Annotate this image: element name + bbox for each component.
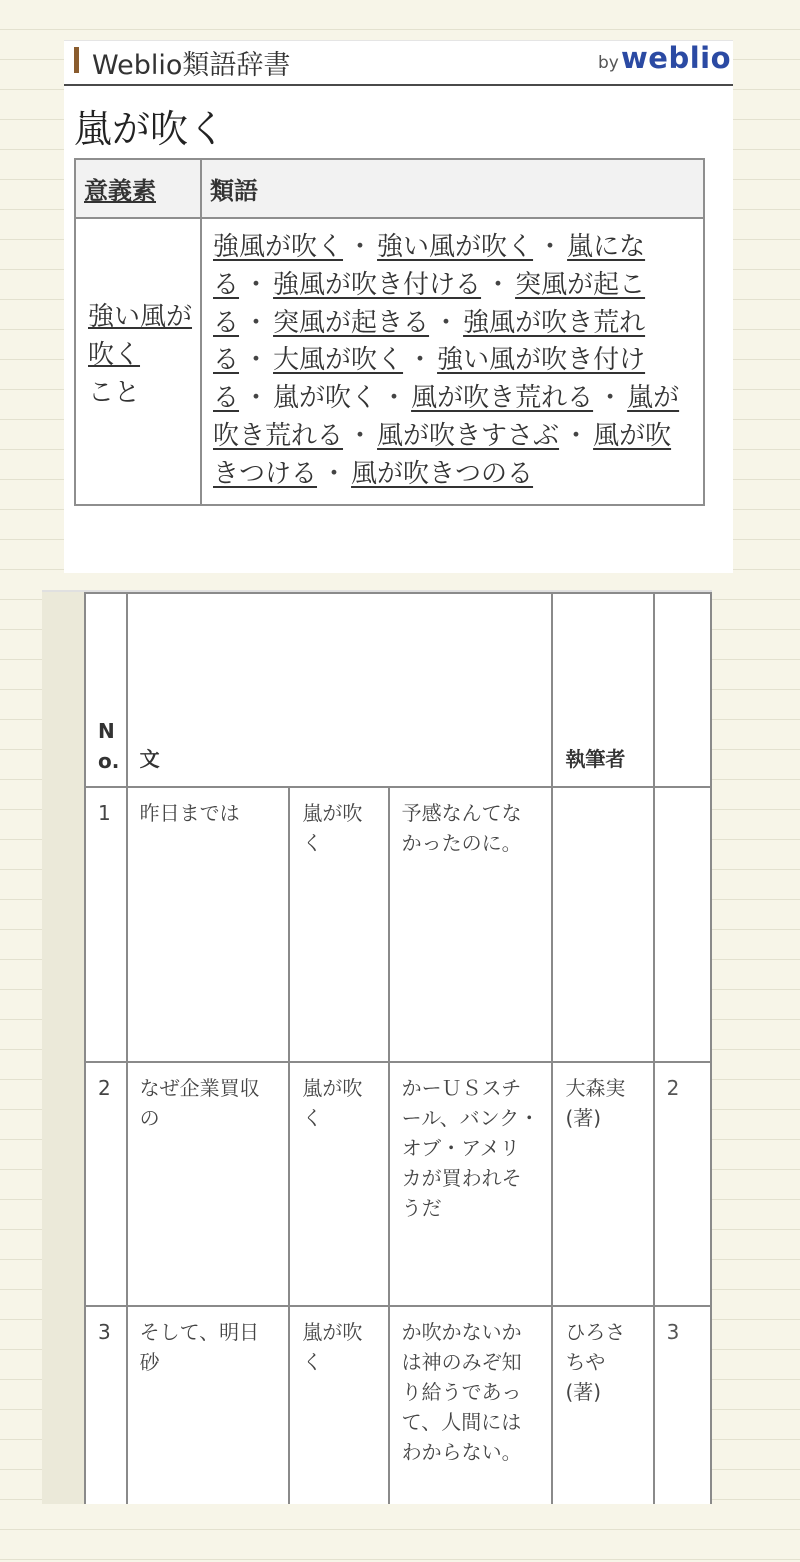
separator: ・ [597,383,624,414]
example-table [84,592,712,1504]
sentence-keyword: 嵐が吹く [289,1306,388,1504]
synonym-link[interactable]: 強い風が吹く [377,232,534,262]
sentence-keyword: 嵐が吹く [289,1062,388,1306]
header-extra [654,593,711,787]
sentence-before: なぜ企業買収の [127,1062,290,1306]
header-meaning[interactable] [75,159,201,218]
synonym-card [64,40,733,573]
sentence-after: か吹かないかは神のみぞ知り給うであって、人間にはわからない。 [389,1306,553,1504]
row-extra [654,787,711,1062]
table-row [85,1306,711,1504]
separator: ・ [243,345,270,376]
header-author: 執筆者 [552,593,653,787]
sentence-keyword: 嵐が吹く [289,787,388,1062]
separator: ・ [243,307,270,338]
separator: ・ [347,232,374,262]
synonym-link[interactable]: 風が吹きつのる [351,458,534,489]
separator: ・ [381,383,408,414]
synonym-link[interactable]: 突風が起きる [273,307,430,338]
synonym-link[interactable]: 強風が吹き荒れる [213,307,646,376]
separator: ・ [347,420,374,451]
synonym-table [74,158,705,506]
synonym-current: 嵐が吹く [273,383,378,414]
synonym-link[interactable]: 強風が吹き付ける [273,269,482,300]
meaning-header-link[interactable]: 意義素 [84,177,156,205]
brand-by-text: by [598,53,619,73]
synonym-link[interactable]: 嵐が吹き荒れる [213,383,680,451]
synonym-link[interactable]: 大風が吹く [273,345,404,376]
row-number: 1 [85,787,127,1062]
row-extra: 3 [654,1306,711,1504]
synonym-link[interactable]: 風が吹きすさぶ [377,420,560,451]
sentence-before: そして、明日砂 [127,1306,290,1504]
synonym-link[interactable]: 嵐になる [213,232,646,300]
header-synonyms: 類語 [201,159,704,218]
synonym-link[interactable]: 風が吹き荒れる [411,383,594,414]
row-extra: 2 [654,1062,711,1306]
synonym-link[interactable]: 突風が起こる [213,269,646,338]
separator: ・ [243,269,270,300]
table-row [85,1062,711,1306]
separator: ・ [243,383,270,414]
meaning-cell [75,218,201,505]
weblio-logo[interactable]: weblio [621,41,732,75]
synonym-link[interactable]: 強い風が吹き付ける [213,345,646,414]
separator: ・ [537,232,564,262]
example-panel [42,590,712,1504]
sentence-after: 予感なんてなかったのに。 [389,787,553,1062]
separator: ・ [433,307,460,338]
brand-title[interactable]: Weblio類語辞書 [92,50,291,81]
panel-left-shade [42,590,84,1504]
separator: ・ [485,269,512,300]
header-sentence: 文 [127,593,553,787]
separator: ・ [321,458,348,489]
separator: ・ [563,420,590,451]
sentence-after: かーＵＳスチール、バンク・オブ・アメリカが買われそうだ [389,1062,553,1306]
row-number: 3 [85,1306,127,1504]
page-title: 嵐が吹く [74,107,227,151]
sentence-before: 昨日までは [127,787,290,1062]
header-no-text: No. [98,719,120,773]
header-no [85,593,127,787]
row-author: 大森実(著) [552,1062,653,1306]
row-author [552,787,653,1062]
brand-accent-bar [74,47,79,73]
synonym-words-cell [201,218,704,505]
meaning-suffix: こと [88,378,141,409]
brand-bar [64,40,733,86]
synonym-link[interactable]: 強風が吹く [213,232,344,262]
row-author: ひろさちや(著) [552,1306,653,1504]
table-row [85,787,711,1062]
separator: ・ [407,345,434,376]
meaning-link[interactable]: 強い風が吹く [88,302,193,371]
row-number: 2 [85,1062,127,1306]
synonym-link[interactable]: 風が吹きつける [213,420,672,489]
